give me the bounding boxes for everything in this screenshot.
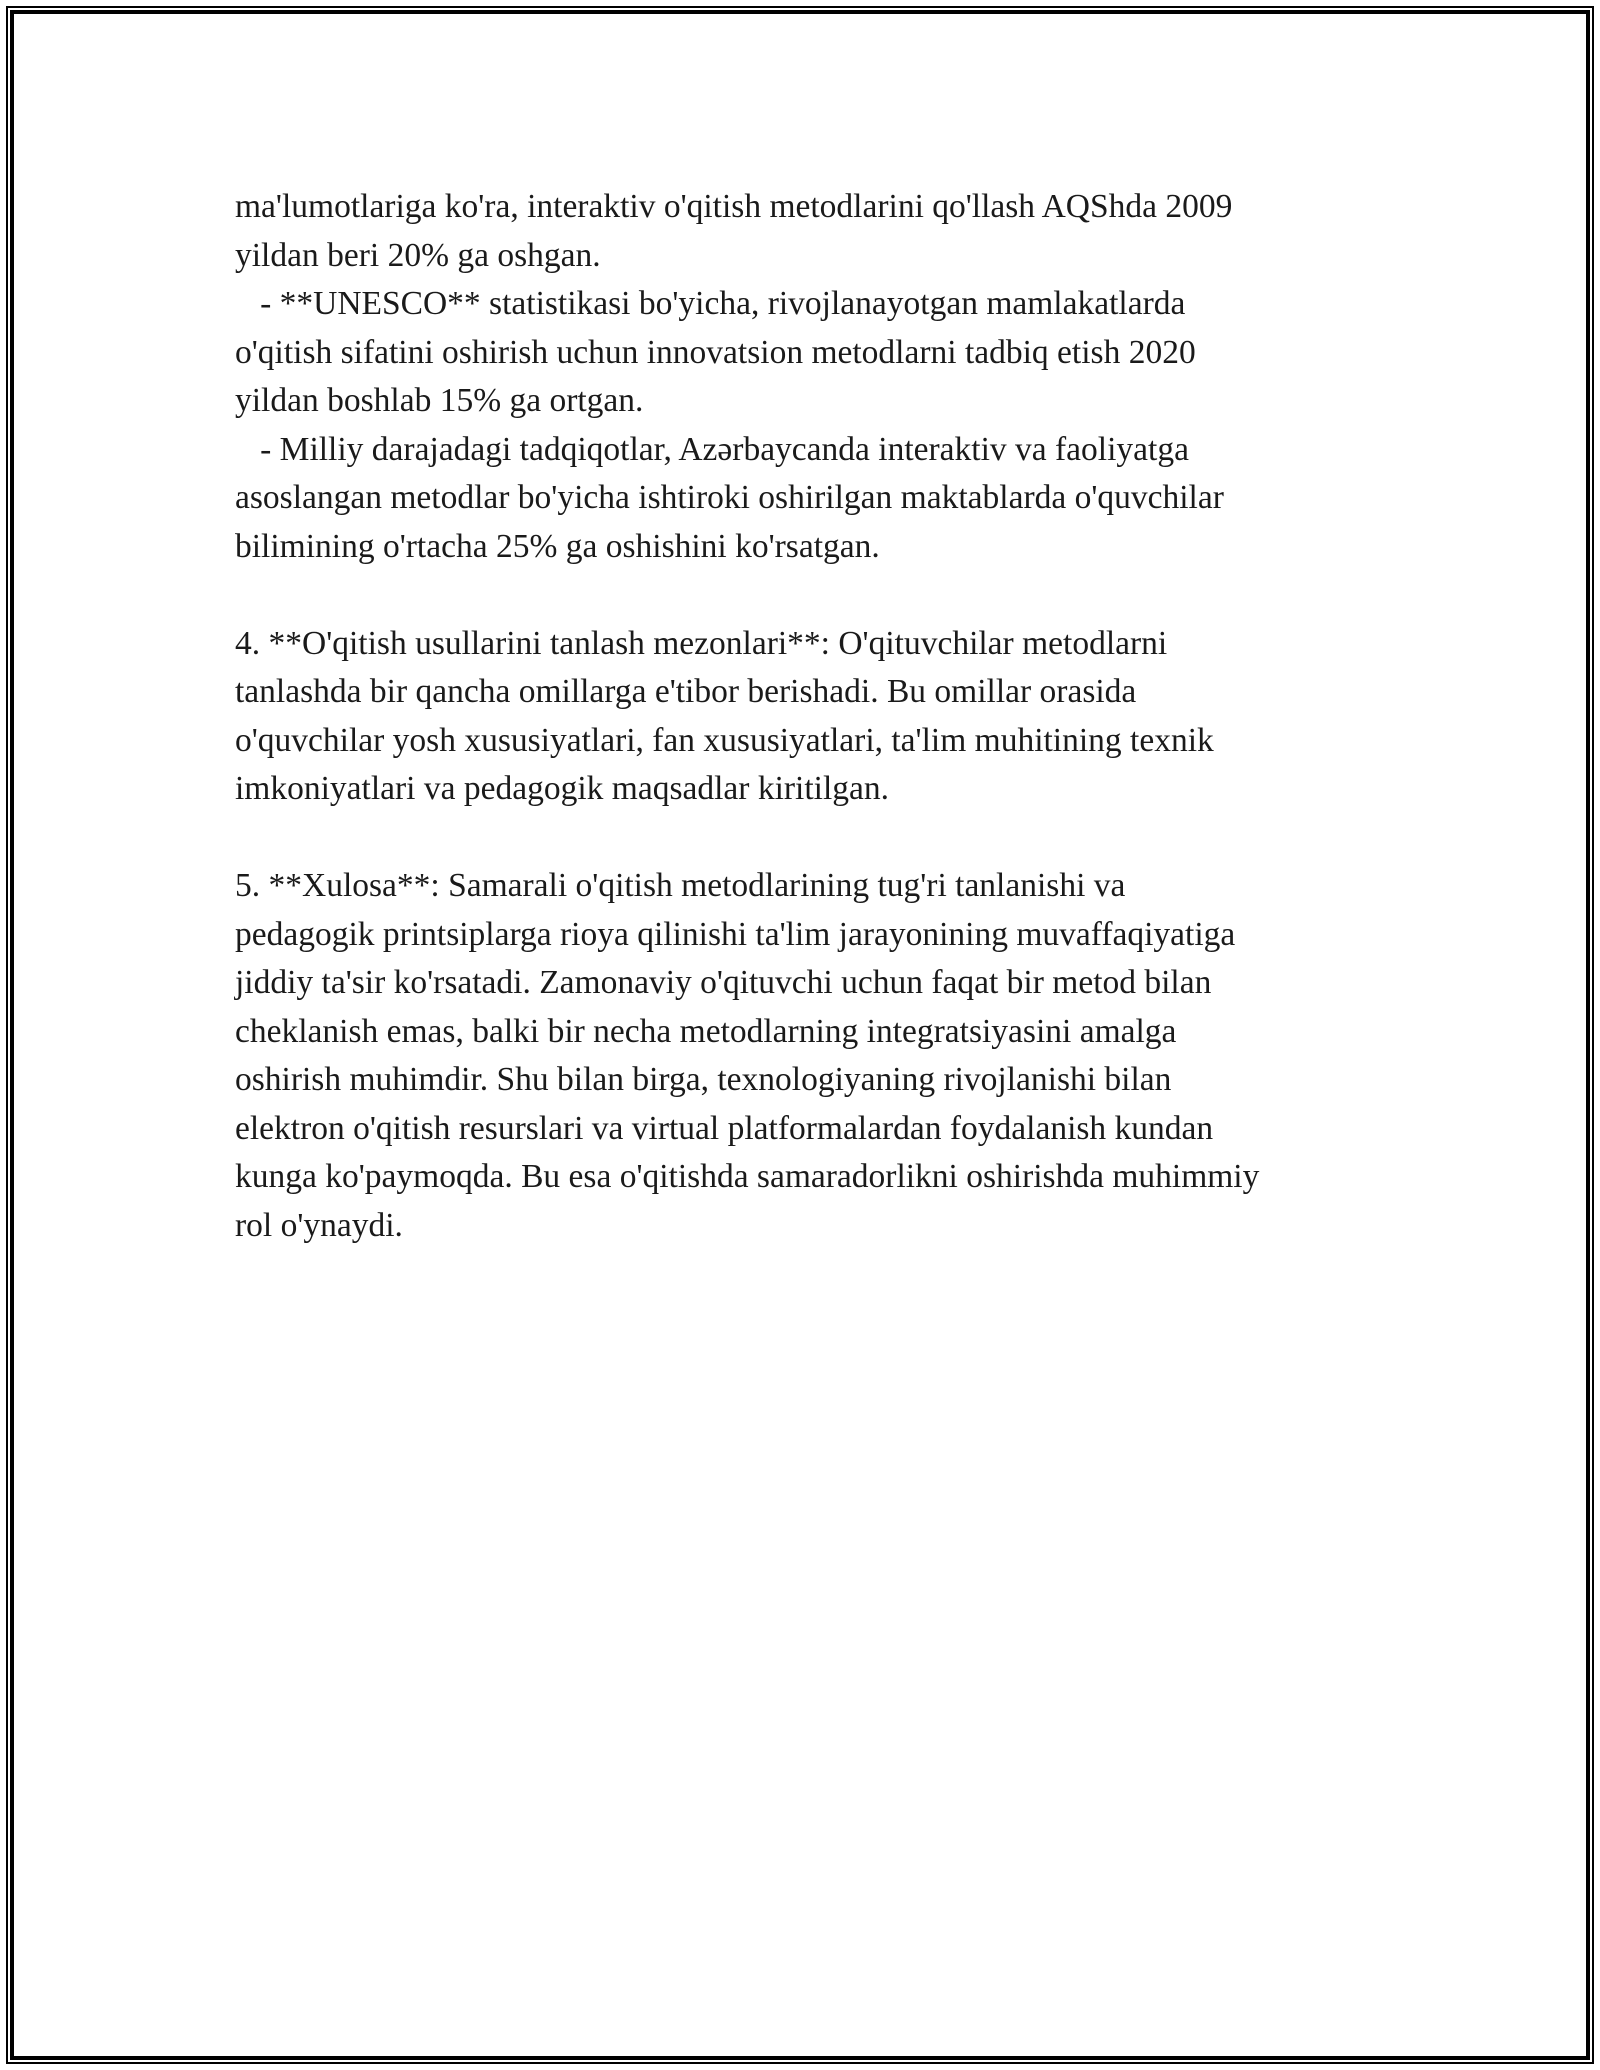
paragraph-gap (235, 571, 1415, 620)
text-line: o'qitish sifatini oshirish uchun innovatsion metodlarni tadbiq etish 2020 (235, 333, 1196, 371)
text-line: - **UNESCO** statistikasi bo'yicha, rivojlanayotgan mamlakatlarda (235, 285, 1186, 322)
text-line: o'quvchilar yosh xususiyatlari, fan xususiyatlari, ta'lim muhitining texnik (235, 721, 1214, 759)
text-line: oshirish muhimdir. Shu bilan birga, texnologiyaning rivojlanishi bilan (235, 1061, 1172, 1098)
text-line: kunga ko'paymoqda. Bu esa o'qitishda samaradorlikni oshirishda muhimmiy (235, 1158, 1260, 1195)
text-line: pedagogik printsiplarga rioya qilinishi ta'lim jarayonining muvaffaqiyatiga (235, 915, 1236, 953)
text-line: asoslangan metodlar bo'yicha ishtiroki oshirilgan maktablarda o'quvchilar (235, 479, 1224, 516)
document-body (235, 183, 1415, 1250)
text-line: 4. **O'qitish usullarini tanlash mezonlari**: O'qituvchilar metodlarni (235, 624, 1168, 662)
text-line: elektron o'qitish resurslari va virtual platformalardan foydalanish kundan (235, 1109, 1214, 1147)
text-line: ma'lumotlariga ko'ra, interaktiv o'qitish metodlarini qo'llash AQShda 2009 (235, 188, 1233, 225)
text-line: rol o'ynaydi. (235, 1206, 403, 1244)
text-line: yildan beri 20% ga oshgan. (235, 236, 601, 274)
text-line: cheklanish emas, balki bir necha metodlarning integratsiyasini amalga (235, 1012, 1177, 1050)
text-line: jiddiy ta'sir ko'rsatadi. Zamonaviy o'qituvchi uchun faqat bir metod bilan (235, 964, 1212, 1001)
text-line: bilimining o'rtacha 25% ga oshishini ko'rsatgan. (235, 527, 880, 565)
text-line: yildan boshlab 15% ga ortgan. (235, 382, 644, 419)
text-line: imkoniyatlari va pedagogik maqsadlar kiritilgan. (235, 770, 890, 807)
section-4-paragraph (235, 620, 1415, 814)
text-line: - Milliy darajadagi tadqiqotlar, Azərbaycanda interaktiv va faoliyatga (235, 430, 1189, 468)
stats-paragraph (235, 183, 1415, 571)
text-line: tanlashda bir qancha omillarga e'tibor berishadi. Bu omillar orasida (235, 673, 1137, 710)
section-5-paragraph (235, 862, 1415, 1250)
paragraph-gap (235, 814, 1415, 863)
text-line: 5. **Xulosa**: Samarali o'qitish metodlarining tug'ri tanlanishi va (235, 867, 1126, 904)
